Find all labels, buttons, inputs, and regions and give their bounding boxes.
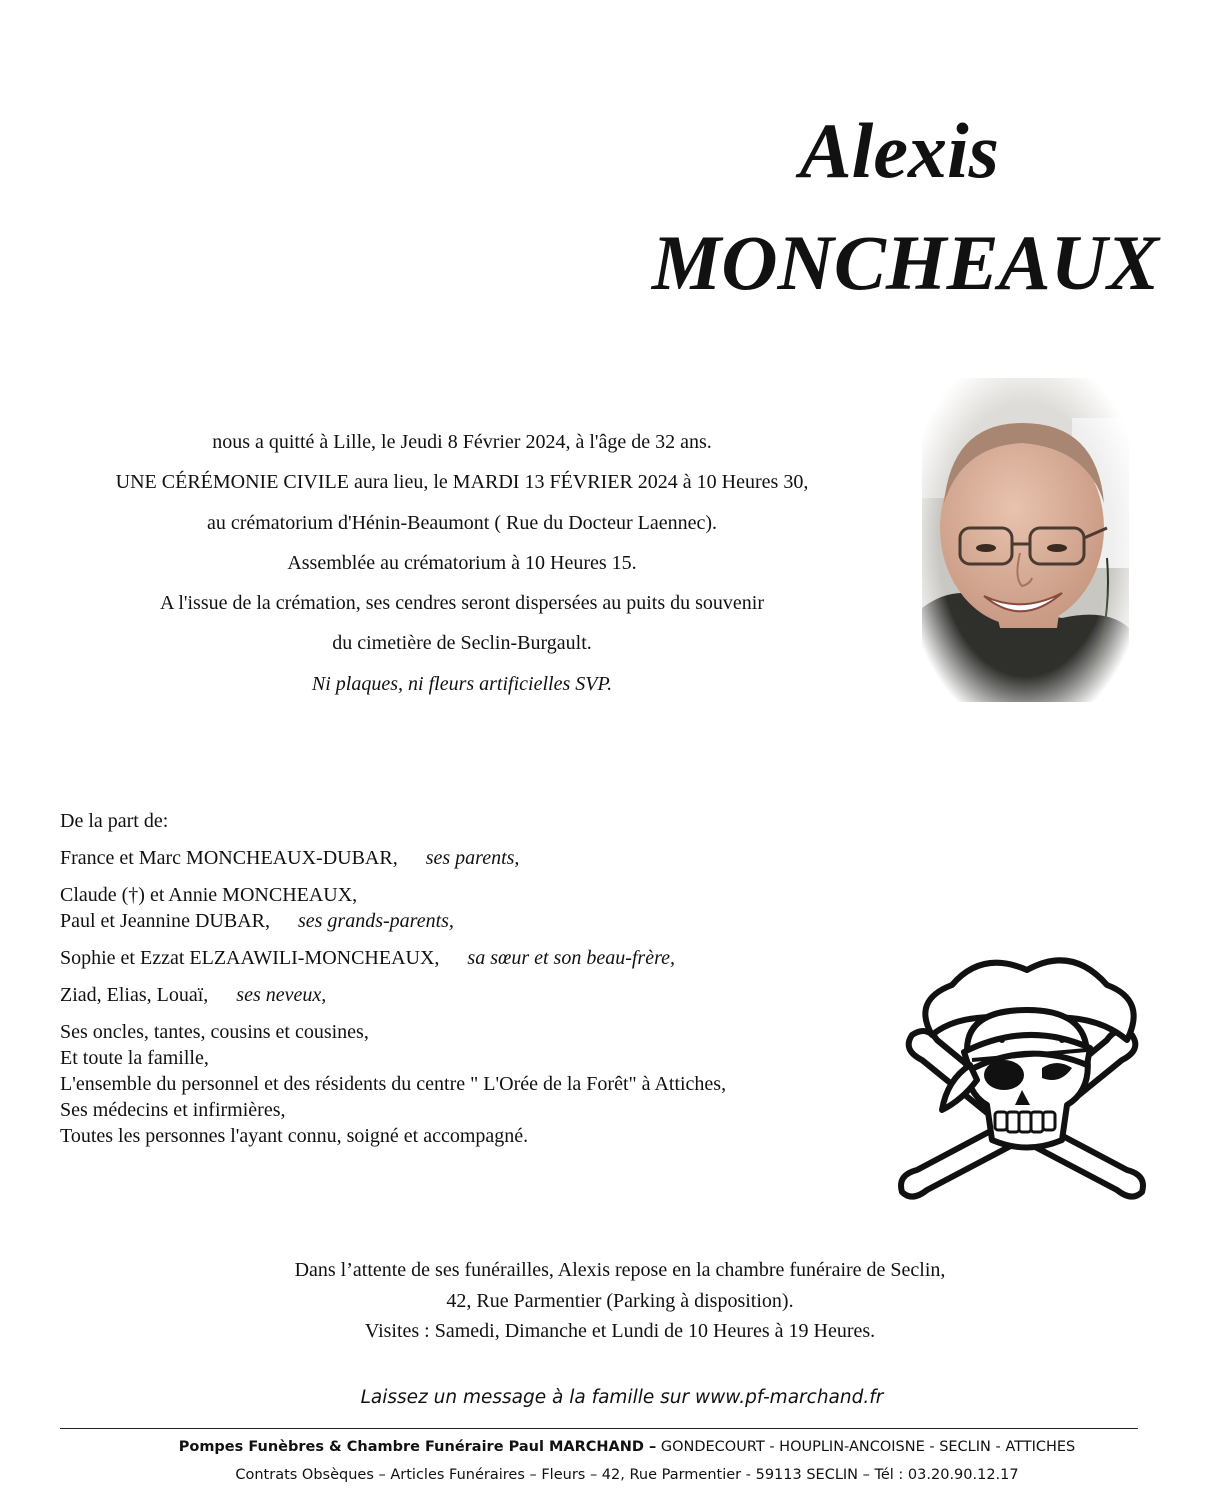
footer-company-line [0,1436,1214,1458]
grandparents-line1: Claude (†) et Annie MONCHEAUX, [60,884,358,906]
others-line: Toutes les personnes l'ayant connu, soigné et accompagné. [60,1125,529,1147]
announcement-line: au crématorium d'Hénin-Beaumont ( Rue du Docteur Laennec). [206,511,718,534]
parents-relation: ses parents, [425,847,520,869]
portrait-illustration [922,378,1129,702]
announcement-line: Assemblée au crématorium à 10 Heures 15. [287,551,637,574]
grandparents-line2-row [60,908,880,934]
pirate-skull-drawing [892,940,1160,1208]
rest-info [120,1255,1120,1347]
family-others [60,1019,880,1149]
rest-line: Visites : Samedi, Dimanche et Lundi de 10 Heures à 19 Heures. [364,1320,876,1343]
condolence-message: Laissez un message à la famille sur www.pf-marchand.fr [360,1387,884,1408]
rest-line: Dans l’attente de ses funérailles, Alexis repose en la chambre funéraire de Seclin, [294,1259,946,1281]
family-grandparents [60,882,880,934]
nephews-names: Ziad, Elias, Louaï, [60,984,209,1006]
others-line: L'ensemble du personnel et des résidents du centre " L'Orée de la Forêt" à Attiches, [60,1073,727,1095]
grandparents-relation: ses grands-parents, [297,910,454,932]
family-list [60,808,880,1160]
family-nephews [60,982,880,1008]
grandparents-line2: Paul et Jeannine DUBAR, [60,910,270,932]
nephews-relation: ses neveux, [236,984,327,1006]
sister-relation: sa sœur et son beau-frère, [467,947,675,969]
sister-names: Sophie et Ezzat ELZAAWILI-MONCHEAUX, [60,947,440,969]
footer-company: Pompes Funèbres & Chambre Funéraire Paul MARCHAND – [178,1439,657,1455]
family-parents [60,845,880,871]
first-name: Alexis [799,107,999,194]
announcement-line: UNE CÉRÉMONIE CIVILE aura lieu, le MARDI 13 FÉVRIER 2024 à 10 Heures 30, [115,471,809,494]
others-line: Ses médecins et infirmières, [60,1099,286,1121]
others-line: Et toute la famille, [60,1047,209,1069]
family-intro: De la part de: [60,810,169,832]
footer-contracts: Contrats Obsèques – Articles Funéraires – Fleurs – 42, Rue Parmentier - 59113 SECLIN – Tél : 03.20.90.12.17 [235,1467,1019,1483]
rest-line: 42, Rue Parmentier (Parking à disposition). [446,1289,794,1312]
parents-names: France et Marc MONCHEAUX-DUBAR, [60,847,398,869]
flowers-note: Ni plaques, ni fleurs artificielles SVP. [311,672,613,695]
announcement [40,428,884,710]
others-line: Ses oncles, tantes, cousins et cousines, [60,1021,369,1043]
footer-divider [60,1428,1138,1429]
announcement-line: du cimetière de Seclin-Burgault. [332,632,592,655]
announcement-line: A l'issue de la crémation, ses cendres seront dispersées au puits du souvenir [159,592,764,615]
family-sister [60,945,880,971]
footer-locations: GONDECOURT - HOUPLIN-ANCOISNE - SECLIN - ATTICHES [660,1439,1076,1455]
portrait-photo [922,378,1129,702]
last-name: MONCHEAUX [651,219,1159,306]
pirate-skull-icon [892,940,1160,1208]
announcement-line: nous a quitté à Lille, le Jeudi 8 Février 2024, à l'âge de 32 ans. [212,431,712,453]
